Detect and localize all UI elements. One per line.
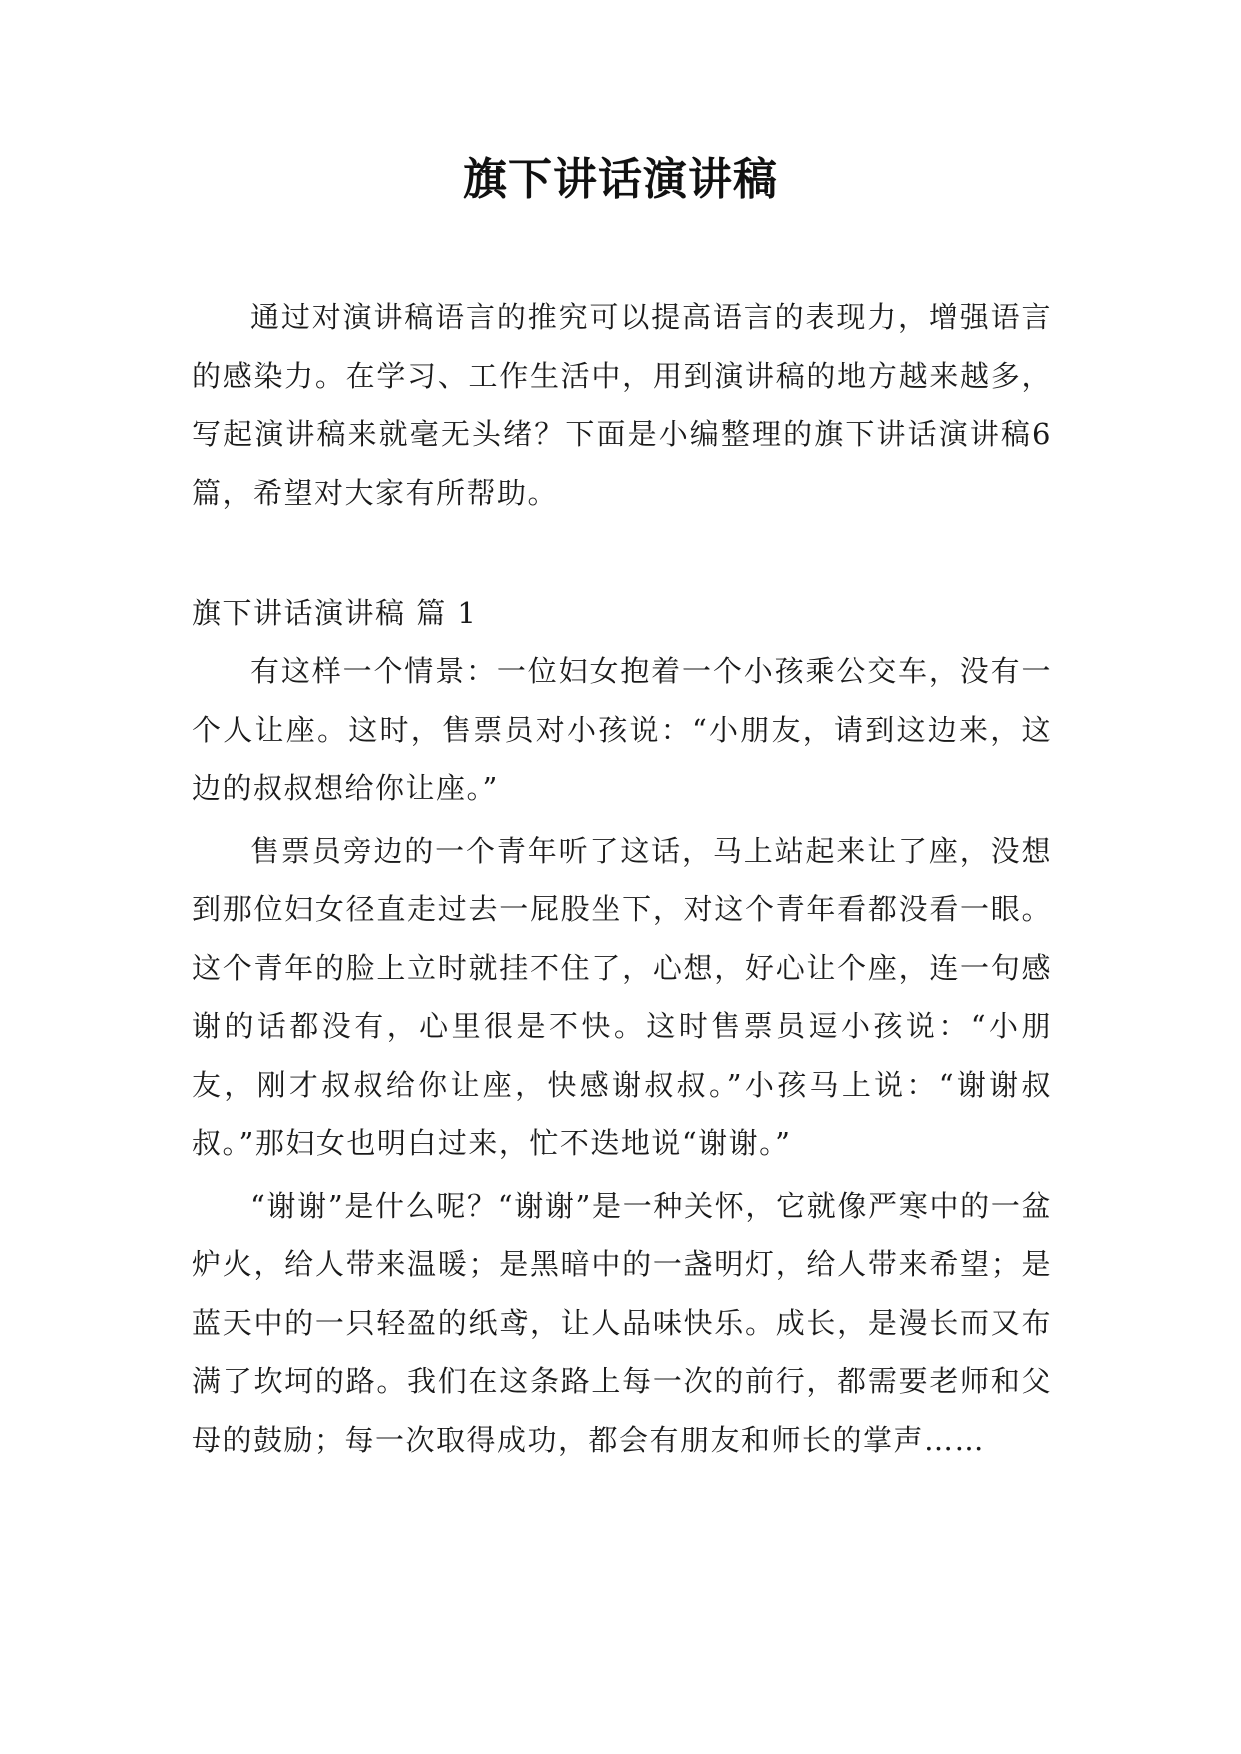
body-paragraph: 有这样一个情景：一位妇女抱着一个小孩乘公交车，没有一个人让座。这时，售票员对小孩说：“小朋友，请到这边来，这边的叔叔想给你让座。” [192,654,1052,805]
section-1 [192,584,1052,1469]
document-title: 旗下讲话演讲稿 [463,154,778,205]
body-paragraph: 售票员旁边的一个青年听了这话，马上站起来让了座，没想到那位妇女径直走过去一屁股坐下，对这个青年看都没看一眼。这个青年的脸上立时就挂不住了，心想，好心让个座，连一句感谢的话都没有，心里很是不快。这时售票员逗小孩说：“小朋友，刚才叔叔给你让座，快感谢叔叔。”小孩马上说：“谢谢叔叔。”那妇女也明白过来，忙不迭地说“谢谢。” [192,833,1052,1160]
intro-block [192,288,1052,522]
intro-paragraph: 通过对演讲稿语言的推究可以提高语言的表现力，增强语言的感染力。在学习、工作生活中，用到演讲稿的地方越来越多，写起演讲稿来就毫无头绪？下面是小编整理的旗下讲话演讲稿6篇，希望对大家有所帮助。 [192,300,1052,510]
body-paragraph: “谢谢”是什么呢？“谢谢”是一种关怀，它就像严寒中的一盆炉火，给人带来温暖；是黑暗中的一盏明灯，给人带来希望；是蓝天中的一只轻盈的纸鸢，让人品味快乐。成长，是漫长而又布满了坎坷的路。我们在这条路上每一次的前行，都需要老师和父母的鼓励；每一次取得成功，都会有朋友和师长的掌声…… [192,1188,1052,1457]
section-heading: 旗下讲话演讲稿 篇 1 [192,596,478,630]
